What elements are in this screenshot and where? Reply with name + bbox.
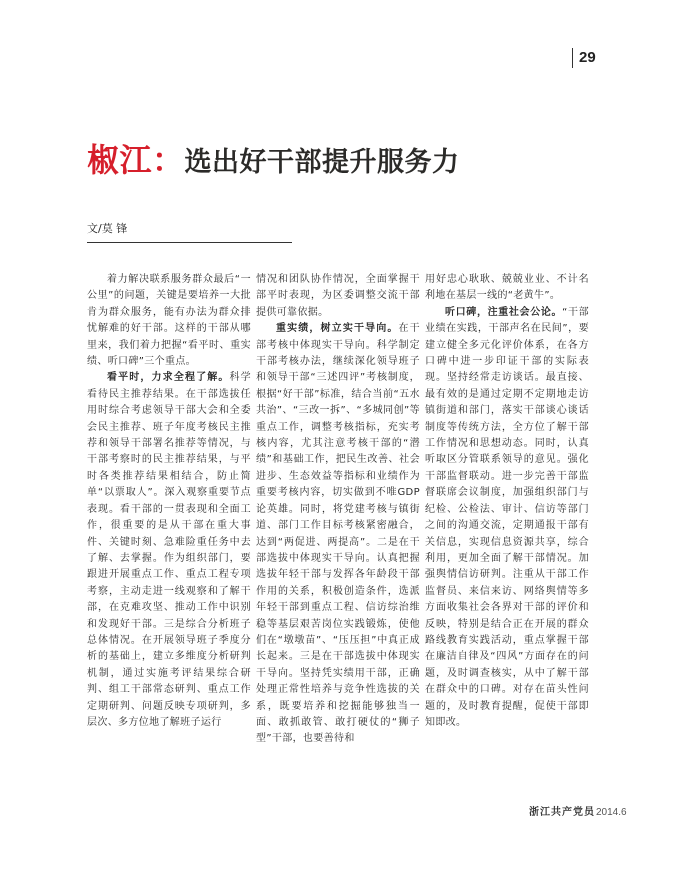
- paragraph-lead: 听口碑，注重社会公论。: [445, 306, 563, 318]
- paragraph-continued: [425, 272, 589, 305]
- paragraph: [256, 321, 420, 748]
- issue-number: 2014.6: [596, 807, 627, 818]
- text-column-3: [425, 272, 589, 731]
- paragraph-text: 用好忠心耿耿、兢兢业业、不计名利地在基层一线的“老黄牛”。: [425, 274, 589, 302]
- headline-title: 选出好干部提升服务力: [184, 147, 460, 178]
- paragraph-text: 在干部考核中体现实干导向。科学制定干部考核办法，继续深化领导班子和领导干部“三述四评”考核制度，根据“好干部”标准，结合当前“五水共治”、“三改一拆”、“多城同创”等重点工作，调整考核指标，充实考核内容，尤其注意考核干部的“潜绩”和基础工作，把民生改善、社会进步、生态效益等指标和业绩作为重要考核内容，切实做到不唯GDP论英雄。同时，将党建考核与镇街道、部门工作目标考核紧密融合，达到“两促进、两提高”。二是在干部选拔中体现实干导向。认真把握选拔年轻干部与发挥各年龄段干部作用的关系，积极创造条件，选派年轻干部到重点工程、信访综治维稳等基层艰苦岗位实践锻炼，使他们在“墩墩苗”、“压压担”中真正成长起来。三是在干部选拔中体现实干导向。坚持凭实绩用干部，正确处理正常性培养与竞争性选拔的关系，既要培养和挖掘能够独当一面、敢抓敢管、敢打硬仗的“狮子型”干部，也要善待和: [256, 323, 421, 745]
- paragraph: [87, 370, 251, 731]
- paragraph: [425, 305, 589, 732]
- magazine-logo: 浙江共产党员: [529, 807, 595, 818]
- paragraph-text: 科学看待民主推荐结果。在干部选拔任用时综合考虑领导干部大会和全委会民主推荐、班子年度考核民主推荐和领导干部署名推荐等情况，与干部考察时的民主推荐结果，与平时各类推荐结果相结合，防止简单“以票取人”。深入观察重要节点表现。看干部的一贯表现和全面工作，很重要的是从干部在重大事件、关键时刻、急难险重任务中去了解、去掌握。作为组织部门，要跟进开展重点工作、重点工程专项考察，主动走进一线观察和了解干部，在克难攻坚、推动工作中识别和发现好干部。三是综合分析班子总体情况。在开展领导班子季度分析的基础上，建立多维度分析研判机制，通过实施考评结果综合研判、组工干部常态研判、重点工作定期研判、问题反映专项研判，多层次、多方位地了解班子运行: [87, 372, 252, 728]
- paragraph-text: “干部业绩在实践，干部声名在民间”，要建立健全多元化评价体系，在各方口碑中进一步印证干部的实际表现。坚持经常走访谈话。最直接、最有效的是通过定期不定期地走访镇街道和部门，落实干部谈心谈话制度等传统方法，全方位了解干部工作情况和思想动态。同时，认真听取区分管联系领导的意见。强化干部监督联动。进一步完善干部监督联席会议制度，加强组织部门与纪检、公检法、审计、信访等部门之间的沟通交流，定期通报干部有关信息，实现信息资源共享，综合利用，更加全面了解干部情况。加强舆情信访研判。注重从干部工作监督员、来信来访、网络舆情等多方面收集社会各界对干部的评价和反映，特别是结合正在开展的群众路线教育实践活动，重点掌握干部在廉洁自律及“四风”方面存在的问题，及时调查核实，从中了解干部在群众中的口碑。对存在苗头性问题的，及时教育提醒，促使干部即知即改。: [425, 306, 589, 728]
- headline-separator: ：: [152, 141, 185, 179]
- page-number: 29: [572, 48, 596, 68]
- text-column-1: [87, 272, 251, 731]
- paragraph-text: 着力解决联系服务群众最后“一公里”的问题，关键是要培养一大批肯为群众服务，能有办法为群众排忧解难的好干部。这样的干部从哪里来，我们着力把握“看平时、重实绩、听口碑”三个重点。: [87, 274, 251, 368]
- paragraph-lead: 看平时，力求全程了解。: [107, 372, 230, 384]
- headline-place: 椒江: [87, 141, 153, 179]
- paragraph-text: 情况和团队协作情况，全面掌握干部平时表现，为区委调整交流干部提供可靠依据。: [256, 274, 420, 318]
- byline: 文/莫 锋: [87, 222, 128, 235]
- paragraph: [87, 272, 251, 370]
- text-column-2: [256, 272, 420, 748]
- paragraph-continued: [256, 272, 420, 321]
- paragraph-lead: 重实绩，树立实干导向。: [276, 323, 399, 335]
- page-footer: [529, 806, 627, 820]
- byline-divider: [87, 242, 292, 243]
- article-headline: [87, 140, 460, 183]
